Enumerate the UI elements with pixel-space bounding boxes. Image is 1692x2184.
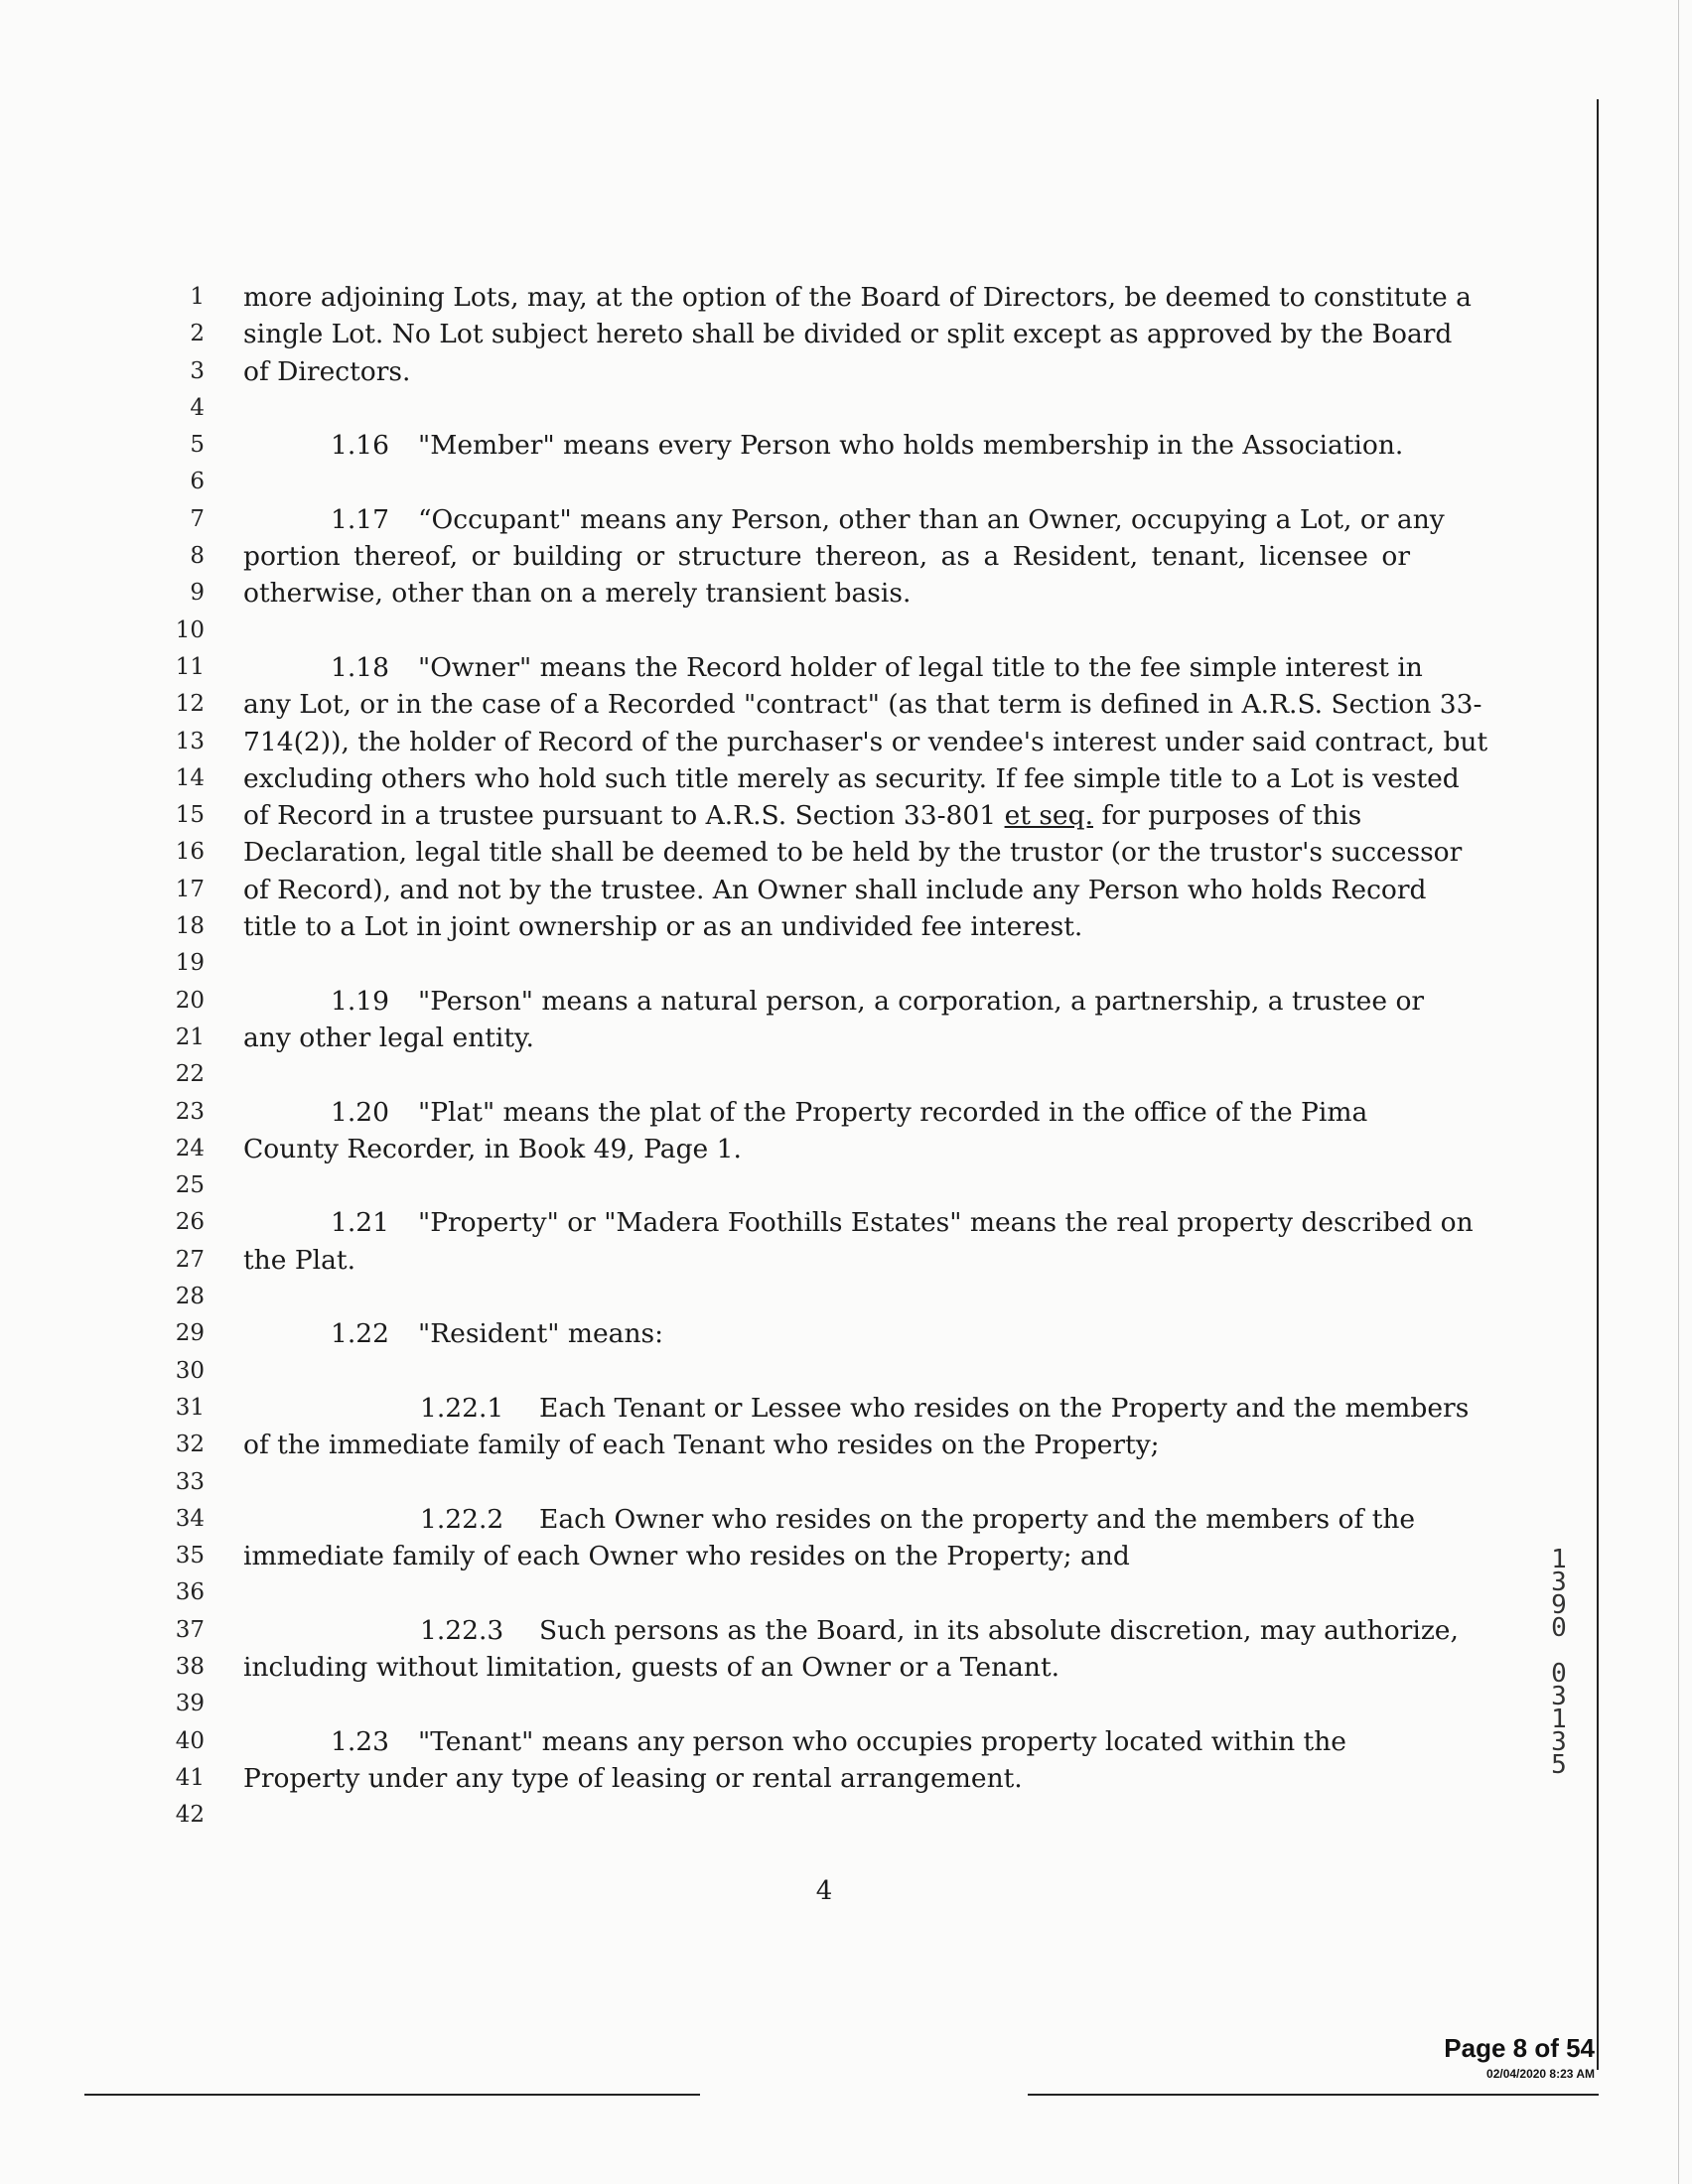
text-line: 714(2)), the holder of Record of the purchaser's or vendee's interest under said contract, but xyxy=(243,726,1488,757)
section-heading-1-17 xyxy=(243,501,1445,538)
line-number: 37 xyxy=(175,1616,205,1643)
blank-line xyxy=(243,1279,1410,1315)
line-number: 38 xyxy=(175,1653,205,1680)
line-number: 15 xyxy=(175,802,205,829)
blank-line xyxy=(243,390,1410,427)
blank-line xyxy=(243,1353,1410,1390)
line-number: 8 xyxy=(190,543,205,570)
subsection-text: Such persons as the Board, in its absolute discretion, may authorize, xyxy=(539,1614,1459,1646)
blank-line xyxy=(243,464,1410,500)
line-number: 3 xyxy=(190,357,205,384)
text-segment: of Record in a trustee pursuant to A.R.S. Section 33-801 xyxy=(243,800,997,832)
line-number: 23 xyxy=(175,1098,205,1125)
section-heading-1-18 xyxy=(243,649,1423,686)
line-number: 27 xyxy=(175,1246,205,1273)
subsection-text: Each Owner who resides on the property and the members of the xyxy=(539,1503,1416,1535)
recorder-page-stamp: Page 8 of 54 xyxy=(1444,2033,1595,2063)
recording-number xyxy=(1544,1545,1574,1780)
section-number: 1.19 xyxy=(331,985,390,1017)
text-line: Property under any type of leasing or rental arrangement. xyxy=(243,1762,1023,1794)
recording-digit: 0 xyxy=(1551,1659,1567,1689)
section-text: "Owner" means the Record holder of legal title to the fee simple interest in xyxy=(418,651,1423,683)
line-number: 26 xyxy=(175,1209,205,1236)
line-number: 7 xyxy=(190,505,205,532)
line-number: 39 xyxy=(175,1691,205,1717)
section-number: 1.18 xyxy=(331,651,390,683)
footer-rule xyxy=(1028,2094,1599,2096)
text-line-with-citation xyxy=(243,797,1410,834)
section-text: "Tenant" means any person who occupies property located within the xyxy=(418,1725,1346,1757)
text-line: of the immediate family of each Tenant who resides on the Property; xyxy=(243,1430,1160,1461)
line-number: 14 xyxy=(175,764,205,791)
text-segment: for purposes of this xyxy=(1101,800,1362,832)
line-number: 10 xyxy=(175,616,205,643)
text-line: of Record), and not by the trustee. An Owner shall include any Person who holds Record xyxy=(243,874,1427,905)
line-number: 30 xyxy=(175,1357,205,1384)
recording-digit: 9 xyxy=(1551,1590,1567,1620)
line-number: 9 xyxy=(190,580,205,607)
text-line: County Recorder, in Book 49, Page 1. xyxy=(243,1133,742,1164)
text-line: otherwise, other than on a merely transient basis. xyxy=(243,578,912,610)
blank-line xyxy=(243,945,1410,982)
line-number: 41 xyxy=(175,1764,205,1791)
line-number: 1 xyxy=(190,284,205,310)
blank-line xyxy=(243,1574,1410,1611)
section-text: "Plat" means the plat of the Property recorded in the office of the Pima xyxy=(418,1096,1368,1128)
line-number: 31 xyxy=(175,1394,205,1421)
section-heading-1-22 xyxy=(243,1315,1410,1352)
recorder-date-stamp: 02/04/2020 8:23 AM xyxy=(1486,2067,1595,2081)
document-body xyxy=(243,279,1488,1834)
underlined-citation: et seq. xyxy=(1004,800,1093,832)
line-number: 40 xyxy=(175,1727,205,1754)
line-number: 24 xyxy=(175,1135,205,1161)
recording-digit: 5 xyxy=(1551,1750,1567,1780)
line-number: 20 xyxy=(175,987,205,1014)
line-number: 25 xyxy=(175,1172,205,1199)
recording-digit: 3 xyxy=(1551,1727,1567,1757)
blank-line xyxy=(243,1464,1410,1501)
section-number: 1.16 xyxy=(331,430,390,462)
blank-line xyxy=(243,1056,1410,1093)
footer-rule xyxy=(84,2094,700,2096)
line-number: 35 xyxy=(175,1543,205,1570)
subsection-1-22-2 xyxy=(243,1501,1416,1538)
blank-line xyxy=(243,1686,1410,1722)
scan-edge xyxy=(1678,0,1679,2184)
line-number: 28 xyxy=(175,1284,205,1310)
line-number: 2 xyxy=(190,321,205,347)
text-line: of Directors. xyxy=(243,355,411,387)
line-number: 36 xyxy=(175,1579,205,1606)
line-number: 13 xyxy=(175,728,205,754)
text-line: any other legal entity. xyxy=(243,1022,534,1053)
subsection-number: 1.22.2 xyxy=(420,1503,504,1535)
recording-digit: 0 xyxy=(1551,1613,1567,1643)
line-number: 6 xyxy=(190,469,205,495)
blank-line xyxy=(243,1167,1410,1204)
section-number: 1.22 xyxy=(331,1318,390,1350)
line-number: 21 xyxy=(175,1024,205,1050)
text-line: including without limitation, guests of an Owner or a Tenant. xyxy=(243,1651,1060,1683)
section-text: "Member" means every Person who holds membership in the Association. xyxy=(418,430,1404,462)
line-number: 16 xyxy=(175,839,205,866)
blank-line xyxy=(243,613,1410,649)
section-number: 1.21 xyxy=(331,1207,390,1239)
section-heading-1-16 xyxy=(243,427,1410,464)
recording-digit: 3 xyxy=(1551,1568,1567,1597)
section-text: "Resident" means: xyxy=(418,1318,664,1350)
text-line: any Lot, or in the case of a Recorded "contract" (as that term is defined in A.R.S. Section 33- xyxy=(243,689,1482,721)
line-number-column xyxy=(149,279,205,1834)
line-number: 17 xyxy=(175,876,205,902)
recording-digit: 1 xyxy=(1551,1705,1567,1734)
line-number: 5 xyxy=(190,432,205,459)
section-heading-1-19 xyxy=(243,983,1425,1020)
section-heading-1-23 xyxy=(243,1723,1410,1760)
section-text: "Property" or "Madera Foothills Estates" means the real property described on xyxy=(418,1207,1474,1239)
line-number: 33 xyxy=(175,1468,205,1495)
line-number: 12 xyxy=(175,691,205,718)
page-number: 4 xyxy=(815,1876,833,1906)
subsection-number: 1.22.3 xyxy=(420,1614,504,1646)
text-line: more adjoining Lots, may, at the option of the Board of Directors, be deemed to constitute a xyxy=(243,282,1472,313)
recording-digit: 3 xyxy=(1551,1682,1567,1711)
line-number: 4 xyxy=(190,394,205,421)
line-number: 11 xyxy=(175,653,205,680)
section-text: “Occupant" means any Person, other than an Owner, occupying a Lot, or any xyxy=(418,503,1445,535)
text-line: portion thereof, or building or structure thereon, as a Resident, tenant, licensee or xyxy=(243,541,1410,573)
section-number: 1.23 xyxy=(331,1725,390,1757)
subsection-number: 1.22.1 xyxy=(420,1392,504,1424)
line-number: 18 xyxy=(175,913,205,940)
subsection-1-22-1 xyxy=(243,1390,1470,1427)
recording-digit: 1 xyxy=(1551,1545,1567,1574)
line-number: 19 xyxy=(175,950,205,977)
line-number: 34 xyxy=(175,1505,205,1532)
line-number: 42 xyxy=(175,1802,205,1829)
right-margin-rule xyxy=(1597,99,1599,2070)
subsection-1-22-3 xyxy=(243,1612,1459,1649)
line-number: 22 xyxy=(175,1061,205,1088)
section-number: 1.17 xyxy=(331,503,390,535)
line-number: 32 xyxy=(175,1432,205,1458)
section-heading-1-20 xyxy=(243,1094,1410,1131)
text-line: excluding others who hold such title merely as security. If fee simple title to a Lot is vested xyxy=(243,762,1460,794)
text-line: Declaration, legal title shall be deemed to be held by the trustor (or the trustor's successor xyxy=(243,837,1463,869)
line-number: 29 xyxy=(175,1320,205,1347)
text-line: title to a Lot in joint ownership or as an undivided fee interest. xyxy=(243,911,1083,943)
section-heading-1-21 xyxy=(243,1204,1474,1241)
text-line: single Lot. No Lot subject hereto shall be divided or split except as approved by the Board xyxy=(243,319,1453,350)
section-number: 1.20 xyxy=(331,1096,390,1128)
text-line: the Plat. xyxy=(243,1244,356,1276)
subsection-text: Each Tenant or Lessee who resides on the Property and the members xyxy=(539,1392,1470,1424)
blank-line xyxy=(243,1797,1410,1834)
text-line: immediate family of each Owner who resides on the Property; and xyxy=(243,1541,1130,1572)
section-text: "Person" means a natural person, a corporation, a partnership, a trustee or xyxy=(418,985,1425,1017)
